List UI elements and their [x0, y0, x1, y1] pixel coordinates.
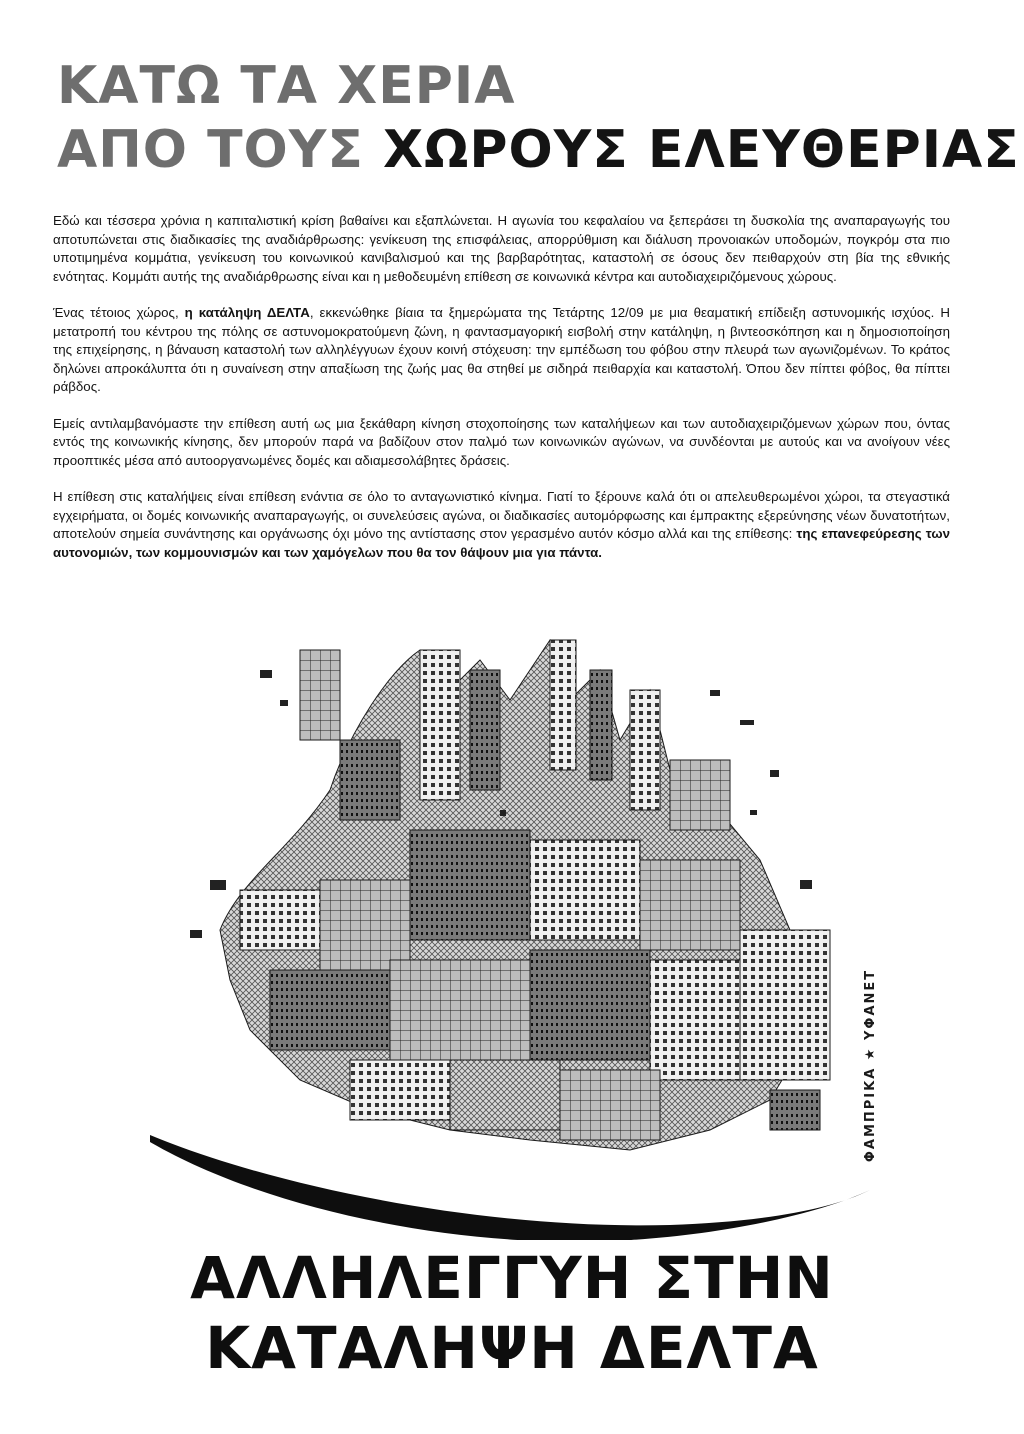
solidarity-slogan: [0, 1243, 1024, 1383]
title-line-2-dark: ΧΩΡΟΥΣ ΕΛΕΥΘΕΡΙΑΣ: [383, 120, 1020, 180]
paragraph-2-highlight: η κατάληψη ΔΕΛΤΑ: [184, 305, 310, 320]
brush-stroke: [150, 1135, 870, 1240]
poster-title: [57, 54, 1020, 182]
city-mass: [220, 640, 830, 1150]
paragraph-4: [53, 488, 950, 562]
paragraph-3: Εμείς αντιλαμβανόμαστε την επίθεση αυτή ως μια ξεκάθαρη κίνηση στοχοποίησης των καταλήψεων και των αυτοδιαχειριζόμενων χώρων που, όντας εντός της κοινωνικής κίνησης, δεν μπορούν παρά να βαδίζουν στον παλμό των κοινωνικών αγώνων, να συνδέονται με αυτούς και να ανοίγουν νέες προοπτικές μέσα από αυτοοργανωμένες δομές και αδιαμεσολάβητες δράσεις.: [53, 415, 950, 468]
artist-credit-text: ΦΑΜΠΡΙΚΑ ★ ΥΦΑΝΕΤ: [863, 968, 879, 1162]
title-line-2: [57, 118, 1020, 182]
manifesto-text: [53, 212, 950, 580]
paragraph-4-start: Η επίθεση στις καταλήψεις είναι επίθεση ενάντια σε όλο το ανταγωνιστικό κίνημα. Γιατί το ξέρουνε καλά ότι οι απελευθερωμένοι χώροι, τα στεγαστικά εγχειρήματα, οι δομές κοινωνικής αναπαραγωγής, οι συνελεύσεις αγώνα, οι διαδικασίες αυτομόρφωσης και έμπρακτης εξερεύνησης νέων δυνατοτήτων, αποτελούν σημεία συνάντησης και οργάνωσης όχι μόνο της αντίστασης στον γερασμένο αυτόν κόσμο αλλά και της επίθεσης:: [53, 489, 950, 541]
paragraph-2-start: Ένας τέτοιος χώρος,: [53, 305, 185, 320]
paragraph-4-highlight: της επανεφεύρεσης των αυτονομιών, των κομμουνισμών και των χαμόγελων που θα τον θάψουν μια για πάντα.: [53, 526, 950, 560]
title-line-1: ΚΑΤΩ ΤΑ ΧΕΡΙΑ: [57, 56, 516, 116]
paragraph-1: Εδώ και τέσσερα χρόνια η καπιταλιστική κρίση βαθαίνει και εξαπλώνεται. Η αγωνία του κεφαλαίου να ξεπεράσει τη δυσκολία της αναπαραγωγής του αποτυπώνεται στις διαδικασίες της αναδιάρθρωσης: γενίκευση της επισφάλειας, απορρύθμιση και διάλυση προνοιακών υποδομών, πογκρόμ στα πιο υποτιμημένα κομμάτια, γενίκευση του κοινωνικού κανιβαλισμού και της βαρβαρότητας, καταστολή σε όσους δεν πειθαρχούν στη βία της εθνικής ενότητας. Κομμάτι αυτής της αναδιάρθρωσης είναι και η μεθοδευμένη επίθεση σε κοινωνικά κέντρα και αυτοδιαχειριζόμενους χώρους.: [53, 213, 950, 284]
city-collage-illustration: [150, 630, 870, 1240]
paragraph-2-end: , εκκενώθηκε βίαια τα ξημερώματα της Τετάρτης 12/09 με μια θεαματική επίδειξη αστυνομικής ισχύος. Η μετατροπή του κέντρου της πόλης σε αστυνομοκρατούμενη ζώνη, η φαντασμαγορική εισβολή στην κατάληψη, η βιντεοσκόπηση και η δημοσιοποίηση της επιχείρησης, η βάναυση καταστολή των αλληλέγγυων έχουν κοινή στόχευση: την εμπέδωση του φόβου στην πλευρά των αγωνιζομένων. Το κράτος δηλώνει απροκάλυπτα ότι η συναίνεση στην απαξίωση της ζωής μας θα στηθεί με σιδηρά πειθαρχία και καταστολή. Όπου δεν πίπτει φόβος, θα πίπτει ράβδος.: [53, 305, 950, 394]
slogan-line-2: ΚΑΤΑΛΗΨΗ ΔΕΛΤΑ: [205, 1314, 819, 1382]
paragraph-2: [53, 304, 950, 397]
slogan-line-1: ΑΛΛΗΛΕΓΓΥΗ ΣΤΗΝ: [190, 1244, 834, 1312]
title-line-2-grey: ΑΠΟ ΤΟΥΣ: [57, 120, 384, 180]
artist-credit: [858, 970, 884, 1160]
